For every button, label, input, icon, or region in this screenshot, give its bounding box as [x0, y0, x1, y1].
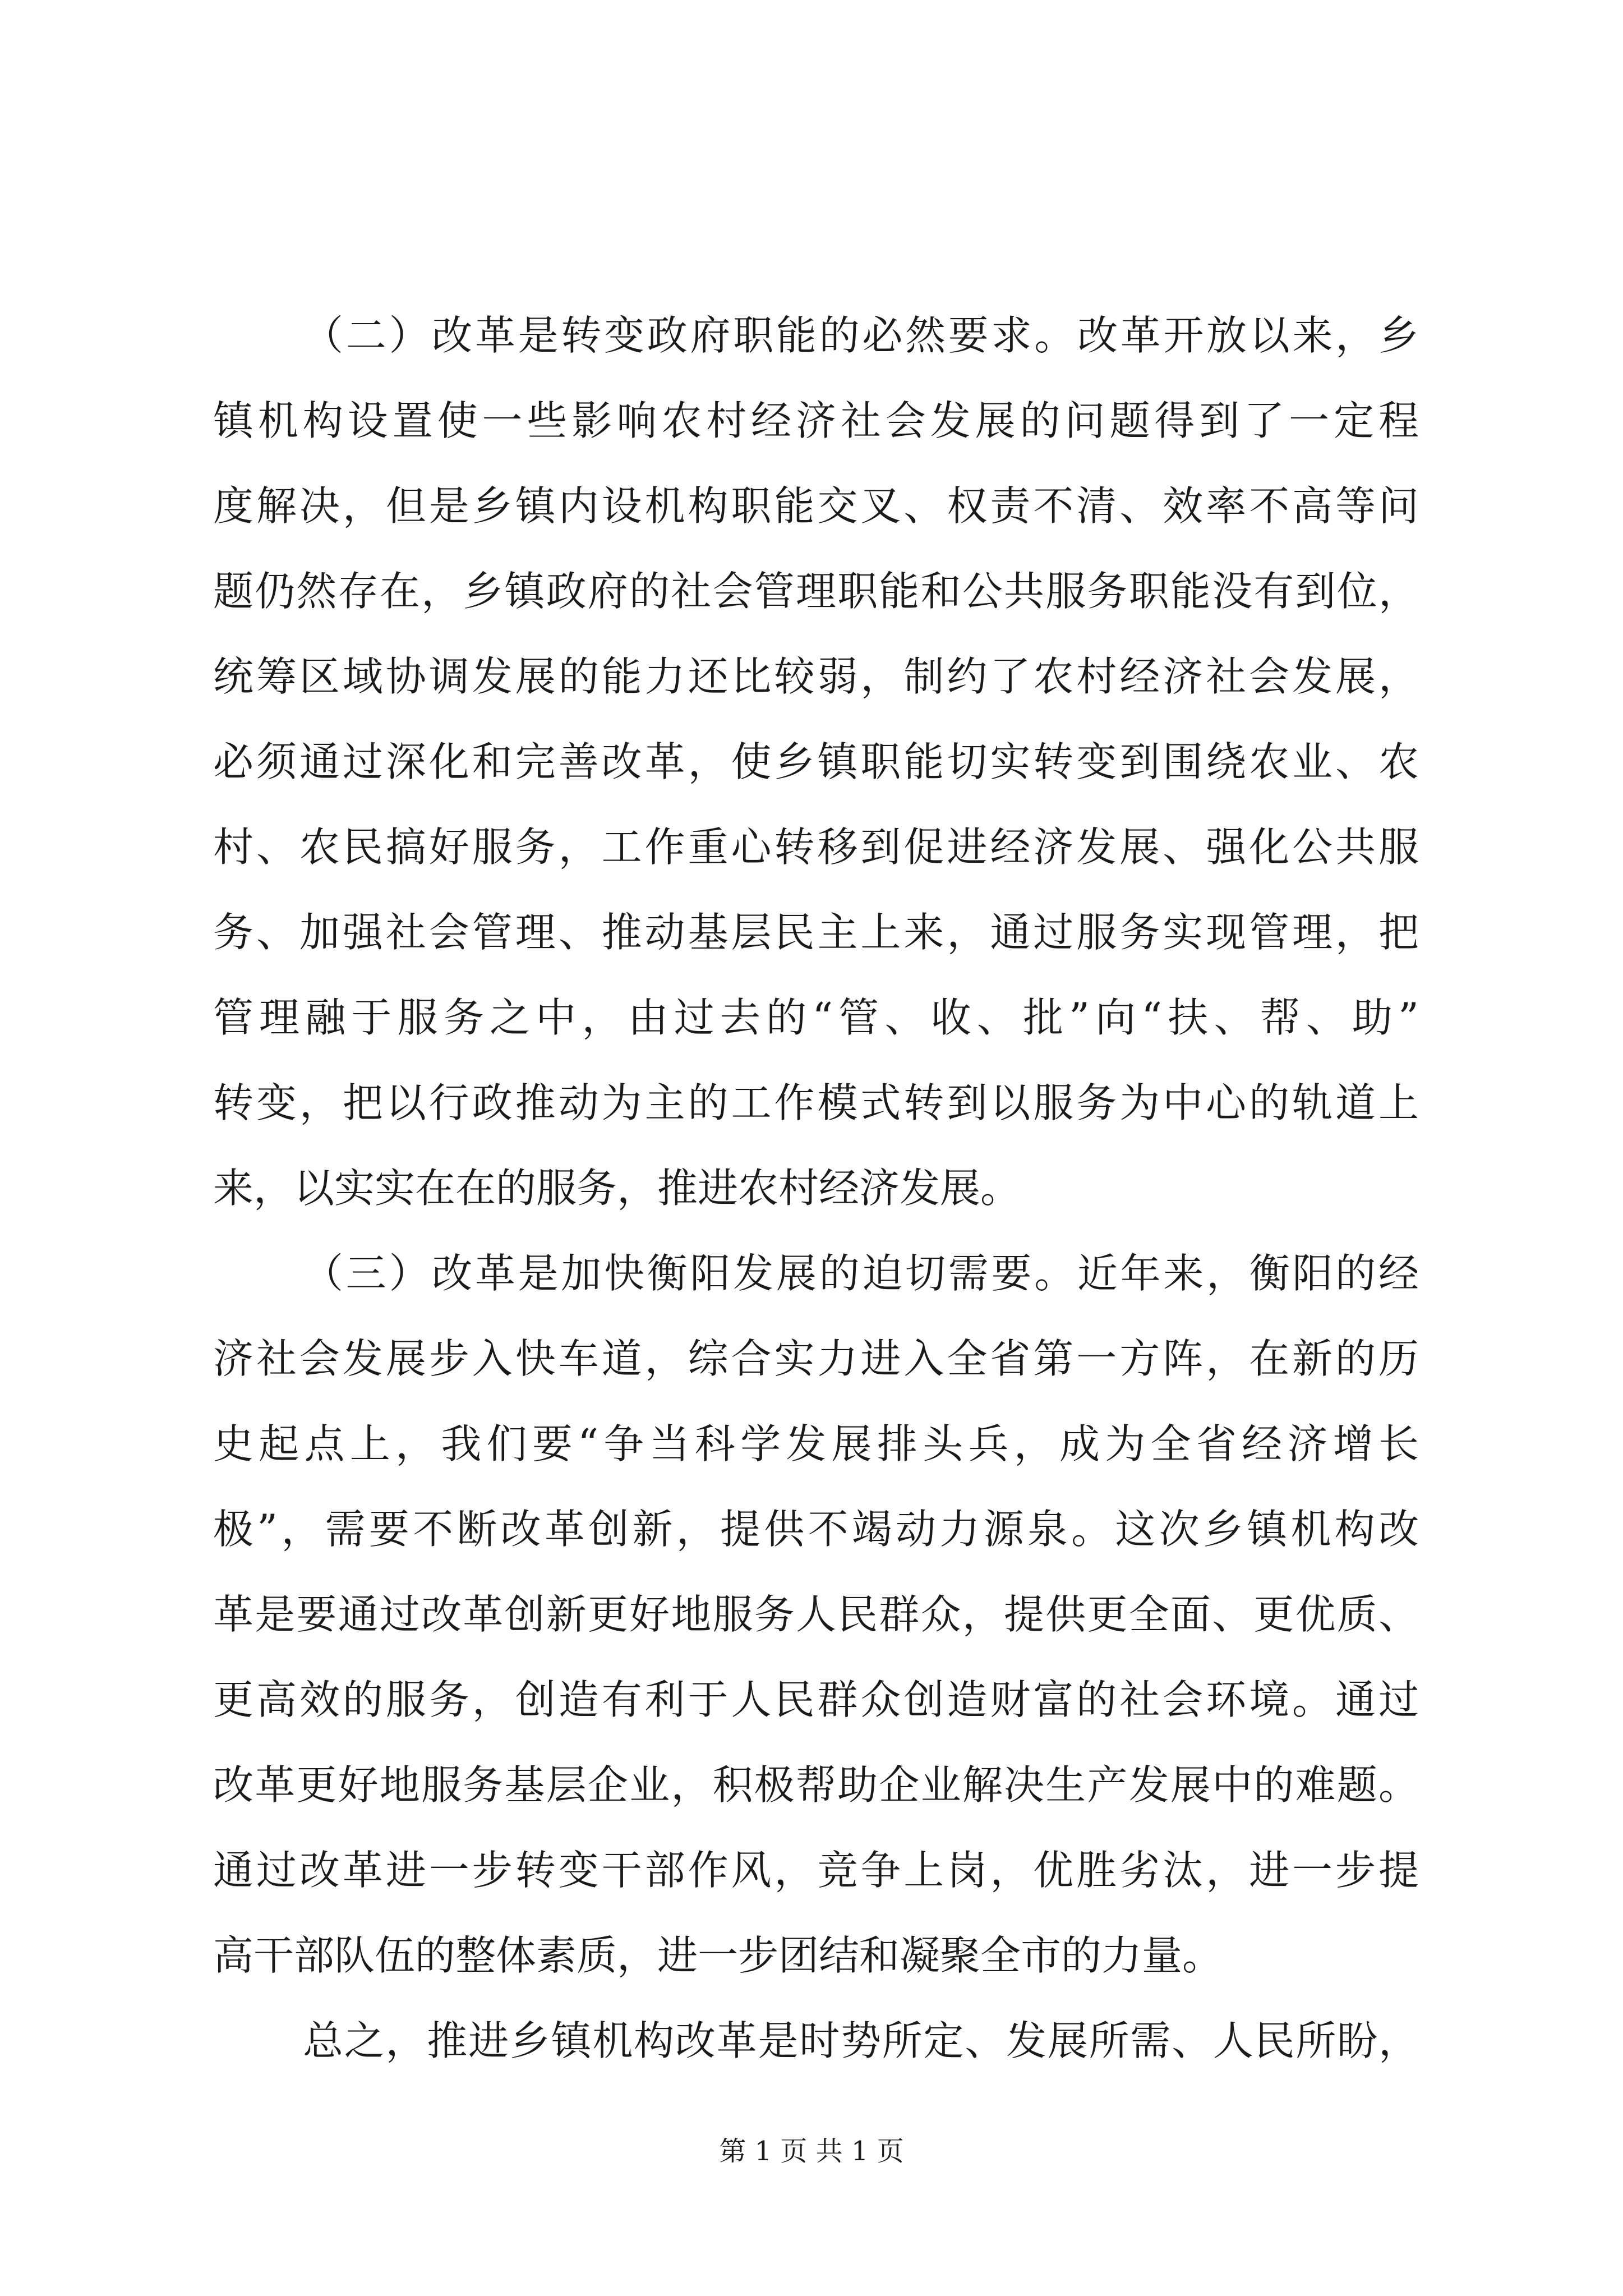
paragraph-2-line-3: 史起点上，我们要“争当科学发展排头兵，成为全省经济增长 — [213, 1420, 1419, 1467]
paragraph-1-line-2: 镇机构设置使一些影响农村经济社会发展的问题得到了一定程 — [213, 397, 1419, 444]
paragraph-2-line-6: 更高效的服务，创造有利于人民群众创造财富的社会环境。通过 — [213, 1676, 1419, 1723]
paragraph-2-line-5: 革是要通过改革创新更好地服务人民群众，提供更全面、更优质、 — [213, 1591, 1419, 1638]
paragraph-1-line-11: 来，以实实在在的服务，推进农村经济发展。 — [213, 1165, 1021, 1212]
paragraph-1-line-7: 村、农民搞好服务，工作重心转移到促进经济发展、强化公共服 — [213, 823, 1419, 871]
page-footer: 第 1 页 共 1 页 — [719, 2136, 904, 2167]
paragraph-2-line-9: 高干部队伍的整体素质，进一步团结和凝聚全市的力量。 — [213, 1932, 1223, 1979]
paragraph-3-line-1: 总之，推进乡镇机构改革是时势所定、发展所需、人民所盼， — [303, 2017, 1419, 2064]
paragraph-1-line-6: 必须通过深化和完善改革，使乡镇职能切实转变到围绕农业、农 — [213, 738, 1419, 785]
paragraph-2-line-2: 济社会发展步入快车道，综合实力进入全省第一方阵，在新的历 — [213, 1335, 1419, 1382]
paragraph-2-line-7: 改革更好地服务基层企业，积极帮助企业解决生产发展中的难题。 — [213, 1761, 1419, 1809]
paragraph-2-line-1: （三）改革是加快衡阳发展的迫切需要。近年来，衡阳的经 — [303, 1250, 1419, 1297]
paragraph-2-line-8: 通过改革进一步转变干部作风，竞争上岗，优胜劣汰，进一步提 — [213, 1847, 1419, 1894]
paragraph-1-line-4: 题仍然存在，乡镇政府的社会管理职能和公共服务职能没有到位， — [213, 568, 1419, 615]
paragraph-1-line-3: 度解决，但是乡镇内设机构职能交叉、权责不清、效率不高等问 — [213, 482, 1419, 530]
paragraph-1-line-10: 转变，把以行政推动为主的工作模式转到以服务为中心的轨道上 — [213, 1079, 1419, 1126]
paragraph-2-line-4: 极”，需要不断改革创新，提供不竭动力源泉。这次乡镇机构改 — [213, 1506, 1419, 1553]
paragraph-1-line-8: 务、加强社会管理、推动基层民主上来，通过服务实现管理，把 — [213, 909, 1419, 956]
paragraph-1-line-9: 管理融于服务之中，由过去的“管、收、批”向“扶、帮、助” — [213, 994, 1419, 1041]
paragraph-1-line-5: 统筹区域协调发展的能力还比较弱，制约了农村经济社会发展， — [213, 653, 1419, 700]
paragraph-1-line-1: （二）改革是转变政府职能的必然要求。改革开放以来，乡 — [303, 312, 1419, 359]
